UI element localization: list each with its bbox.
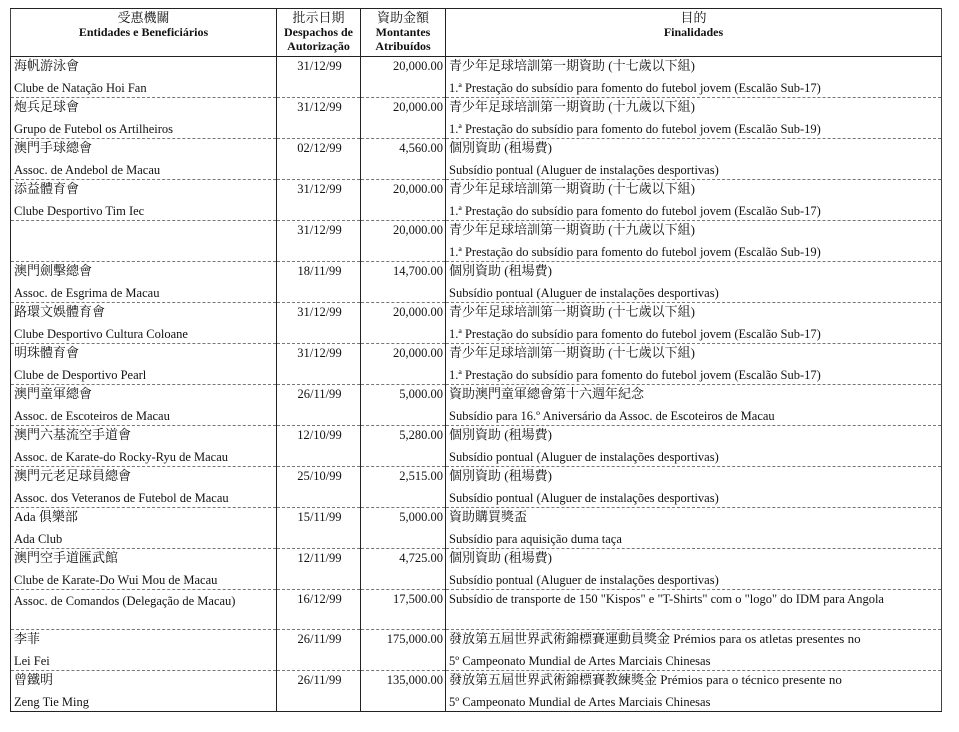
purpose-cell: [446, 344, 942, 385]
entity-name-pt: Clube de Natação Hoi Fan: [14, 81, 147, 95]
table-row: [11, 590, 942, 630]
entity-name-pt: Ada Club: [14, 532, 63, 546]
entity-cell: [11, 57, 277, 98]
amount-cell: 5,280.00: [361, 426, 446, 467]
entity-name-zh: 澳門元老足球員總會: [14, 468, 132, 483]
table-row: [11, 221, 942, 262]
purpose-zh: 發放第五屆世界武術錦標賽運動員獎金 Prémios para os atletas presentes no: [449, 631, 861, 646]
entity-cell: [11, 671, 277, 712]
date-cell: 12/11/99: [277, 549, 361, 590]
amount-header: [361, 9, 446, 57]
entity-name-zh: 曾鐵明: [14, 672, 54, 687]
entity-cell: [11, 344, 277, 385]
entity-header-zh: 受惠機關: [117, 10, 170, 25]
purpose-cell: [446, 139, 942, 180]
purpose-zh: 個別資助 (租場費): [449, 427, 552, 442]
entity-name-zh: 澳門劍擊總會: [14, 263, 93, 278]
entity-name-zh: 添益體育會: [14, 181, 80, 196]
table-row: [11, 57, 942, 98]
purpose-header: [446, 9, 942, 57]
purpose-cell: [446, 630, 942, 671]
purpose-zh: 個別資助 (租場費): [449, 140, 552, 155]
purpose-pt: Subsídio para 16.º Aniversário da Assoc. de Escoteiros de Macau: [449, 409, 775, 423]
amount-cell: 5,000.00: [361, 385, 446, 426]
purpose-pt: Subsídio pontual (Aluguer de instalações desportivas): [449, 491, 719, 505]
entity-name-zh: 澳門六基流空手道會: [14, 427, 132, 442]
entity-name-zh: 明珠體育會: [14, 345, 80, 360]
entity-cell: [11, 549, 277, 590]
entity-cell: [11, 590, 277, 630]
purpose-pt: 1.ª Prestação do subsídio para fomento do futebol jovem (Escalão Sub-17): [449, 327, 821, 341]
date-cell: 31/12/99: [277, 57, 361, 98]
date-cell: 26/11/99: [277, 385, 361, 426]
table-row: [11, 549, 942, 590]
purpose-pt: Subsídio de transporte de 150 "Kispos" e "T-Shirts" com o "logo" do IDM para Angola: [449, 592, 884, 606]
amount-cell: 20,000.00: [361, 98, 446, 139]
entity-header: [11, 9, 277, 57]
purpose-cell: [446, 467, 942, 508]
table-row: [11, 630, 942, 671]
purpose-cell: [446, 549, 942, 590]
date-cell: 26/11/99: [277, 630, 361, 671]
table-row: [11, 508, 942, 549]
purpose-pt: Subsídio pontual (Aluguer de instalações desportivas): [449, 163, 719, 177]
table-row: [11, 344, 942, 385]
date-cell: 18/11/99: [277, 262, 361, 303]
purpose-pt: Subsídio pontual (Aluguer de instalações desportivas): [449, 450, 719, 464]
entity-name-pt: Assoc. de Karate-do Rocky-Ryu de Macau: [14, 450, 229, 464]
purpose-cell: [446, 303, 942, 344]
date-cell: 31/12/99: [277, 221, 361, 262]
date-cell: 25/10/99: [277, 467, 361, 508]
date-header-pt: Despachos de Autorização: [283, 25, 353, 53]
date-cell: 16/12/99: [277, 590, 361, 630]
entity-name-zh: Ada 俱樂部: [14, 509, 78, 524]
entity-cell: [11, 262, 277, 303]
entity-name-zh: 李菲: [14, 631, 41, 646]
purpose-cell: [446, 262, 942, 303]
purpose-cell: [446, 671, 942, 712]
entity-name-zh: 海帆游泳會: [14, 58, 80, 73]
table-row: [11, 139, 942, 180]
entity-name-zh: 炮兵足球會: [14, 99, 80, 114]
date-cell: 15/11/99: [277, 508, 361, 549]
entity-name-zh: 澳門空手道匯武館: [14, 550, 119, 565]
header-row: [11, 9, 942, 57]
entity-name-pt: Clube de Desportivo Pearl: [14, 368, 147, 382]
entity-cell: [11, 139, 277, 180]
purpose-zh: 青少年足球培訓第一期資助 (十七歲以下組): [449, 181, 695, 196]
entity-cell: [11, 221, 277, 262]
entity-name-zh: 澳門童軍總會: [14, 386, 93, 401]
date-cell: 02/12/99: [277, 139, 361, 180]
purpose-zh: 個別資助 (租場費): [449, 550, 552, 565]
date-cell: 31/12/99: [277, 344, 361, 385]
purpose-pt: 5º Campeonato Mundial de Artes Marciais Chinesas: [449, 695, 711, 709]
purpose-pt: 1.ª Prestação do subsídio para fomento do futebol jovem (Escalão Sub-19): [449, 245, 821, 259]
entity-name-pt: Assoc. de Comandos (Delegação de Macau): [14, 594, 236, 608]
purpose-zh: 青少年足球培訓第一期資助 (十九歲以下組): [449, 99, 695, 114]
purpose-cell: [446, 221, 942, 262]
table-body: [11, 57, 942, 712]
amount-cell: 4,725.00: [361, 549, 446, 590]
purpose-cell: [446, 180, 942, 221]
entity-name-pt: Clube de Karate-Do Wui Mou de Macau: [14, 573, 218, 587]
table-row: [11, 303, 942, 344]
purpose-cell: [446, 57, 942, 98]
entity-cell: [11, 630, 277, 671]
purpose-zh: 個別資助 (租場費): [449, 263, 552, 278]
date-cell: 31/12/99: [277, 180, 361, 221]
entity-cell: [11, 180, 277, 221]
purpose-cell: [446, 98, 942, 139]
purpose-pt: Subsídio pontual (Aluguer de instalações desportivas): [449, 286, 719, 300]
purpose-pt: Subsídio para aquisição duma taça: [449, 532, 622, 546]
entity-header-pt: Entidades e Beneficiários: [78, 25, 209, 39]
date-cell: 31/12/99: [277, 98, 361, 139]
purpose-header-zh: 目的: [680, 10, 707, 25]
purpose-cell: [446, 385, 942, 426]
purpose-zh: 青少年足球培訓第一期資助 (十九歲以下組): [449, 222, 695, 237]
purpose-cell: [446, 508, 942, 549]
purpose-zh: 資助購買獎盃: [449, 509, 528, 524]
table-row: [11, 426, 942, 467]
entity-name-pt: Assoc. de Escoteiros de Macau: [14, 409, 170, 423]
date-cell: 31/12/99: [277, 303, 361, 344]
purpose-pt: 1.ª Prestação do subsídio para fomento do futebol jovem (Escalão Sub-19): [449, 122, 821, 136]
table-row: [11, 262, 942, 303]
entity-cell: [11, 98, 277, 139]
amount-cell: 5,000.00: [361, 508, 446, 549]
entity-name-pt: Clube Desportivo Cultura Coloane: [14, 327, 188, 341]
amount-cell: 20,000.00: [361, 344, 446, 385]
table-row: [11, 467, 942, 508]
purpose-header-pt: Finalidades: [663, 25, 724, 39]
entity-name-pt: Zeng Tie Ming: [14, 695, 90, 709]
amount-cell: 20,000.00: [361, 180, 446, 221]
entity-cell: [11, 426, 277, 467]
amount-cell: 20,000.00: [361, 221, 446, 262]
entity-cell: [11, 508, 277, 549]
entity-cell: [11, 467, 277, 508]
amount-cell: 14,700.00: [361, 262, 446, 303]
purpose-zh: 資助澳門童軍總會第十六週年紀念: [449, 386, 645, 401]
purpose-pt: Subsídio pontual (Aluguer de instalações desportivas): [449, 573, 719, 587]
purpose-zh: 青少年足球培訓第一期資助 (十七歲以下組): [449, 304, 695, 319]
purpose-pt: 5º Campeonato Mundial de Artes Marciais Chinesas: [449, 654, 711, 668]
purpose-pt: 1.ª Prestação do subsídio para fomento do futebol jovem (Escalão Sub-17): [449, 204, 821, 218]
amount-cell: 20,000.00: [361, 303, 446, 344]
entity-name-zh: 澳門手球總會: [14, 140, 93, 155]
entity-name-pt: Lei Fei: [14, 654, 50, 668]
entity-name-pt: Assoc. dos Veteranos de Futebol de Macau: [14, 491, 229, 505]
purpose-zh: 青少年足球培訓第一期資助 (十七歲以下組): [449, 345, 695, 360]
date-cell: 26/11/99: [277, 671, 361, 712]
amount-cell: 175,000.00: [361, 630, 446, 671]
entity-name-pt: Assoc. de Esgrima de Macau: [14, 286, 160, 300]
entity-name-pt: Assoc. de Andebol de Macau: [14, 163, 161, 177]
date-header-zh: 批示日期: [292, 10, 345, 25]
purpose-pt: 1.ª Prestação do subsídio para fomento do futebol jovem (Escalão Sub-17): [449, 81, 821, 95]
purpose-cell: [446, 426, 942, 467]
table-row: [11, 180, 942, 221]
amount-cell: 17,500.00: [361, 590, 446, 630]
amount-header-pt: Montantes Atribuídos: [375, 25, 431, 53]
entity-cell: [11, 303, 277, 344]
amount-cell: 135,000.00: [361, 671, 446, 712]
date-header: [277, 9, 361, 57]
amount-cell: 2,515.00: [361, 467, 446, 508]
amount-header-zh: 資助金額: [376, 10, 429, 25]
table-row: [11, 385, 942, 426]
purpose-pt: 1.ª Prestação do subsídio para fomento do futebol jovem (Escalão Sub-17): [449, 368, 821, 382]
purpose-cell: [446, 590, 942, 630]
amount-cell: 4,560.00: [361, 139, 446, 180]
purpose-zh: 青少年足球培訓第一期資助 (十七歲以下組): [449, 58, 695, 73]
entity-name-zh: 路環文娛體育會: [14, 304, 106, 319]
subsidy-table: [10, 8, 942, 712]
table-row: [11, 98, 942, 139]
date-cell: 12/10/99: [277, 426, 361, 467]
amount-cell: 20,000.00: [361, 57, 446, 98]
entity-name-pt: Grupo de Futebol os Artilheiros: [14, 122, 174, 136]
entity-name-pt: Clube Desportivo Tim Iec: [14, 204, 145, 218]
purpose-zh: 發放第五屆世界武術錦標賽教練獎金 Prémios para o técnico presente no: [449, 672, 842, 687]
purpose-zh: 個別資助 (租場費): [449, 468, 552, 483]
entity-cell: [11, 385, 277, 426]
table-row: [11, 671, 942, 712]
